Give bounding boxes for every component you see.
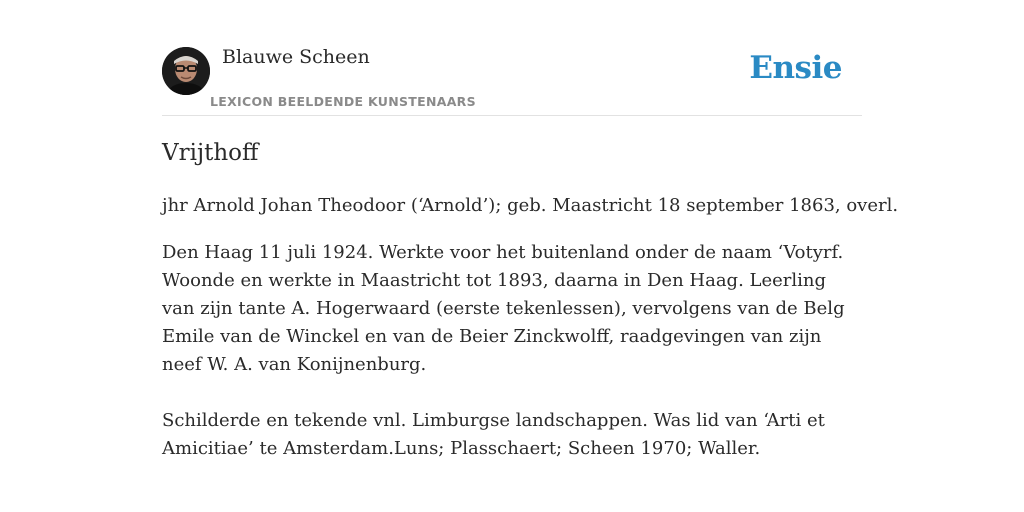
author-name-link[interactable]: Blauwe Scheen xyxy=(222,46,370,68)
page xyxy=(162,0,899,512)
entry-paragraph: Schilderde en tekende vnl. Limburgse landschappen. Was lid van ‘Arti et Amicitiae’ te Amsterdam.Luns; Plasschaert; Scheen 1970; Waller. xyxy=(162,410,825,459)
lexicon-label[interactable]: LEXICON BEELDENDE KUNSTENAARS xyxy=(210,94,476,109)
entry-paragraph: Den Haag 11 juli 1924. Werkte voor het buitenland onder de naam ‘Votyrf. Woonde en werkte in Maastricht tot 1893, daarna in Den Haag. Leerling van zijn tante A. Hogerwaard (eerste tekenlessen), vervolgens van de Belg Emile van de Winckel en van de Beier Zinckwolff, raadgevingen van zijn neef W. A. van Konijnenburg. xyxy=(162,242,845,375)
entry-paragraph: jhr Arnold Johan Theodoor (‘Arnold’); geb. Maastricht 18 september 1863, overl. xyxy=(162,195,899,216)
avatar-portrait-icon xyxy=(162,47,210,95)
header xyxy=(162,0,862,116)
avatar[interactable] xyxy=(162,47,210,95)
ensie-logo[interactable]: Ensie xyxy=(749,50,842,86)
entry-title: Vrijthoff xyxy=(162,140,259,166)
